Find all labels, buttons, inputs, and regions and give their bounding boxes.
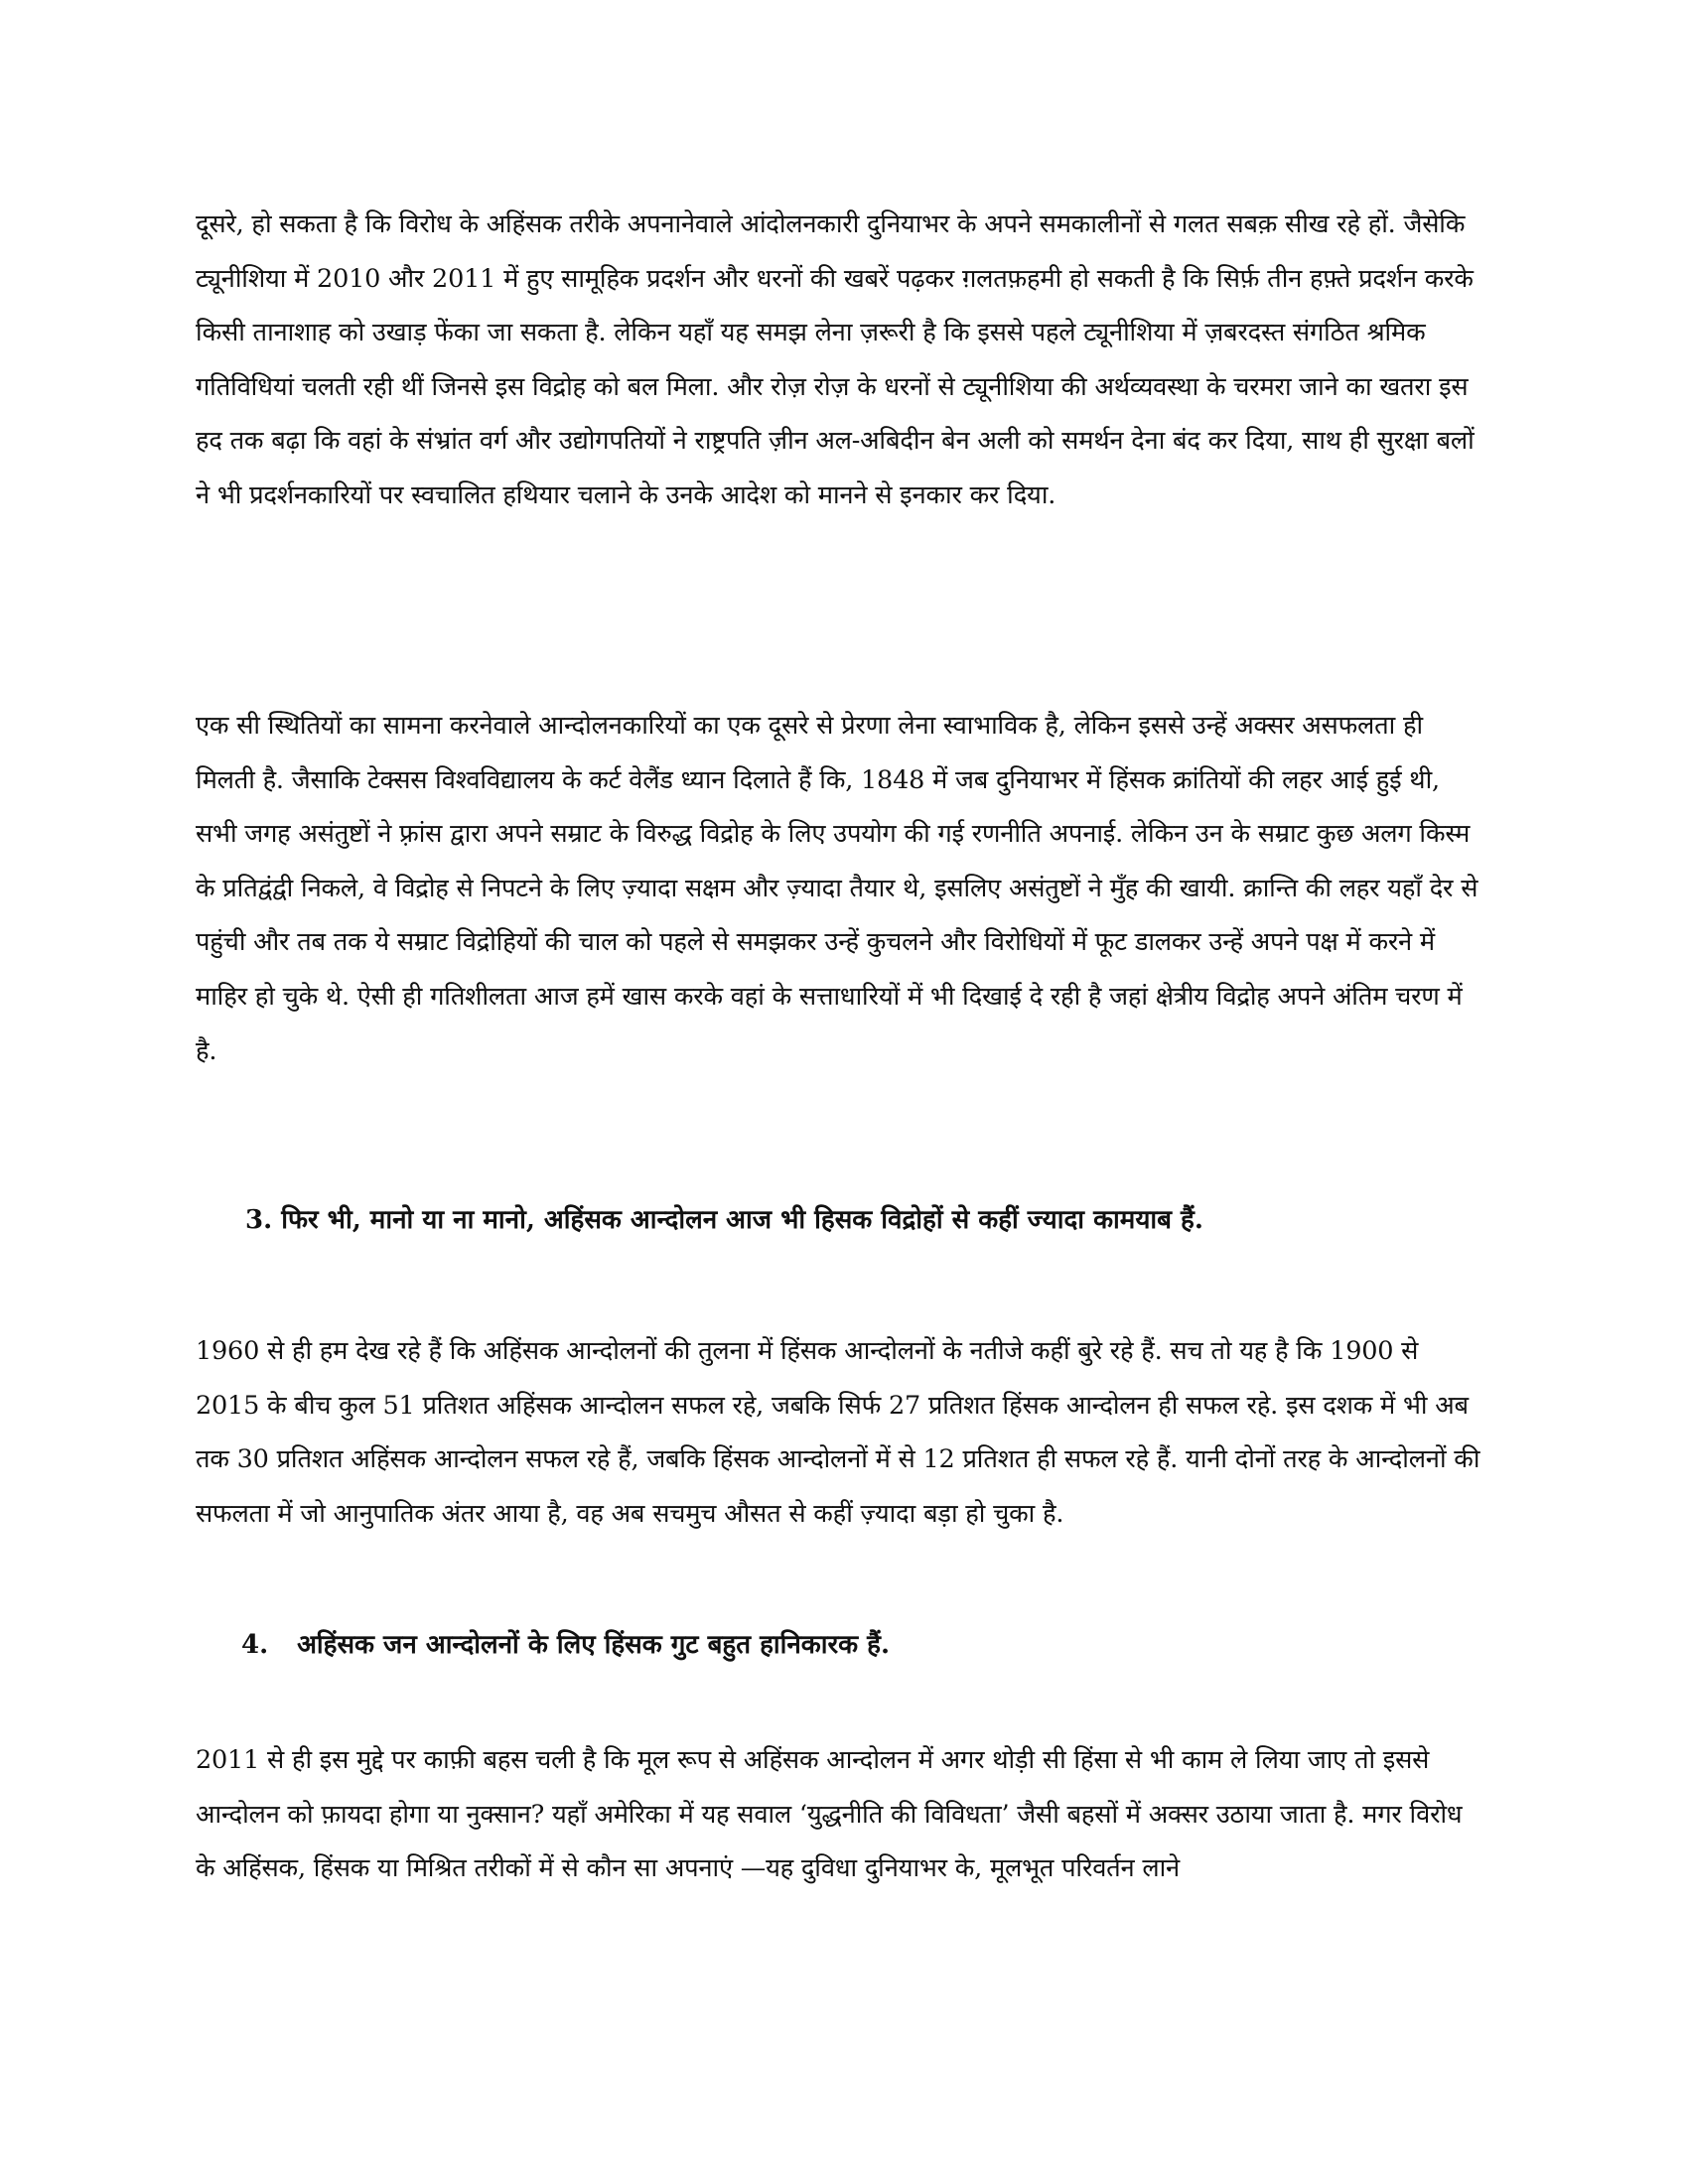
paragraph-diversity-of-tactics: 2011 से ही इस मुद्दे पर काफ़ी बहस चली है कि मूल रूप से अहिंसक आन्दोलन में अगर थोड़ी सी हिंसा से भी काम ले लिया जाए तो इससे आन्दोलन को फ़ायदा होगा या नुक्सान? यहाँ अमेरिका में यह सवाल ‘युद्धनीति की विविधता’ जैसी बहसों में अक्सर उठाया जाता है. मगर विरोध के अहिंसक, हिंसक या मिश्रित तरीकों में से कौन सा अपनाएं —यह दुविधा दुनियाभर के, मूलभूत परिवर्तन लाने [196, 1745, 1463, 1884]
section-heading-text: फिर भी, मानो या ना मानो, अहिंसक आन्दोलन आज भी हिसक विद्रोहों से कहीं ज्यादा कामयाब हैं. [281, 1205, 1203, 1235]
section-heading-text: अहिंसक जन आन्दोलनों के लिए हिंसक गुट बहुत हानिकारक हैं. [297, 1630, 891, 1660]
paragraph-1848-revolutions: एक सी स्थितियों का सामना करनेवाले आन्दोलनकारियों का एक दूसरे से प्रेरणा लेना स्वाभाविक है, लेकिन इससे उन्हें अक्सर असफलता ही मिलती है. जैसाकि टेक्सस विश्वविद्यालय के कर्ट वेलैंड ध्यान दिलाते हैं कि, 1848 में जब दुनियाभर में हिंसक क्रांतियों की लहर आई हुई थी, सभी जगह असंतुष्टों ने फ़्रांस द्वारा अपने सम्राट के विरुद्ध विद्रोह के लिए उपयोग की गई रणनीति अपनाई. लेकिन उन के सम्राट कुछ अलग किस्म के प्रतिद्वंद्वी निकले, वे विद्रोह से निपटने के लिए ज़्यादा सक्षम और ज़्यादा तैयार थे, इसलिए असंतुष्टों ने मुँह की खायी. क्रान्ति की लहर यहाँ देर से पहुंची और तब तक ये सम्राट विद्रोहियों की चाल को पहले से समझकर उन्हें कुचलने और विरोधियों में फूट डालकर उन्हें अपने पक्ष में करने में माहिर हो चुके थे. ऐसी ही गतिशीलता आज हमें खास करके वहां के सत्ताधारियों में भी दिखाई दे रही है जहां क्षेत्रीय विद्रोह अपने अंतिम चरण में है. [196, 711, 1478, 1066]
section-heading-4 [241, 1625, 890, 1665]
section-number: 3. [245, 1205, 273, 1235]
section-number: 4. [241, 1630, 269, 1660]
section-heading-3 [245, 1200, 1203, 1240]
paragraph-tunisia: दूसरे, हो सकता है कि विरोध के अहिंसक तरीके अपनानेवाले आंदोलनकारी दुनियाभर के अपने समकालीनों से गलत सबक़ सीख रहे हों. जैसेकि ट्यूनीशिया में 2010 और 2011 में हुए सामूहिक प्रदर्शन और धरनों की खबरें पढ़कर ग़लतफ़हमी हो सकती है कि सिर्फ़ तीन हफ़्ते प्रदर्शन करके किसी तानाशाह को उखाड़ फेंका जा सकता है. लेकिन यहाँ यह समझ लेना ज़रूरी है कि इससे पहले ट्यूनीशिया में ज़बरदस्त संगठित श्रमिक गतिविधियां चलती रही थीं जिनसे इस विद्रोह को बल मिला. और रोज़ रोज़ के धरनों से ट्यूनीशिया की अर्थव्यवस्था के चरमरा जाने का खतरा इस हद तक बढ़ा कि वहां के संभ्रांत वर्ग और उद्योगपतियों ने राष्ट्रपति ज़ीन अल-अबिदीन बेन अली को समर्थन देना बंद कर दिया, साथ ही सुरक्षा बलों ने भी प्रदर्शनकारियों पर स्वचालित हथियार चलाने के उनके आदेश को मानने से इनकार कर दिया. [196, 209, 1475, 510]
paragraph-success-rates: 1960 से ही हम देख रहे हैं कि अहिंसक आन्दोलनों की तुलना में हिंसक आन्दोलनों के नतीजे कहीं बुरे रहे हैं. सच तो यह है कि 1900 से 2015 के बीच कुल 51 प्रतिशत अहिंसक आन्दोलन सफल रहे, जबकि सिर्फ 27 प्रतिशत हिंसक आन्दोलन ही सफल रहे. इस दशक में भी अब तक 30 प्रतिशत अहिंसक आन्दोलन सफल रहे हैं, जबकि हिंसक आन्दोलनों में से 12 प्रतिशत ही सफल रहे हैं. यानी दोनों तरह के आन्दोलनों की सफलता में जो आनुपातिक अंतर आया है, वह अब सचमुच औसत से कहीं ज़्यादा बड़ा हो चुका है. [196, 1336, 1480, 1529]
